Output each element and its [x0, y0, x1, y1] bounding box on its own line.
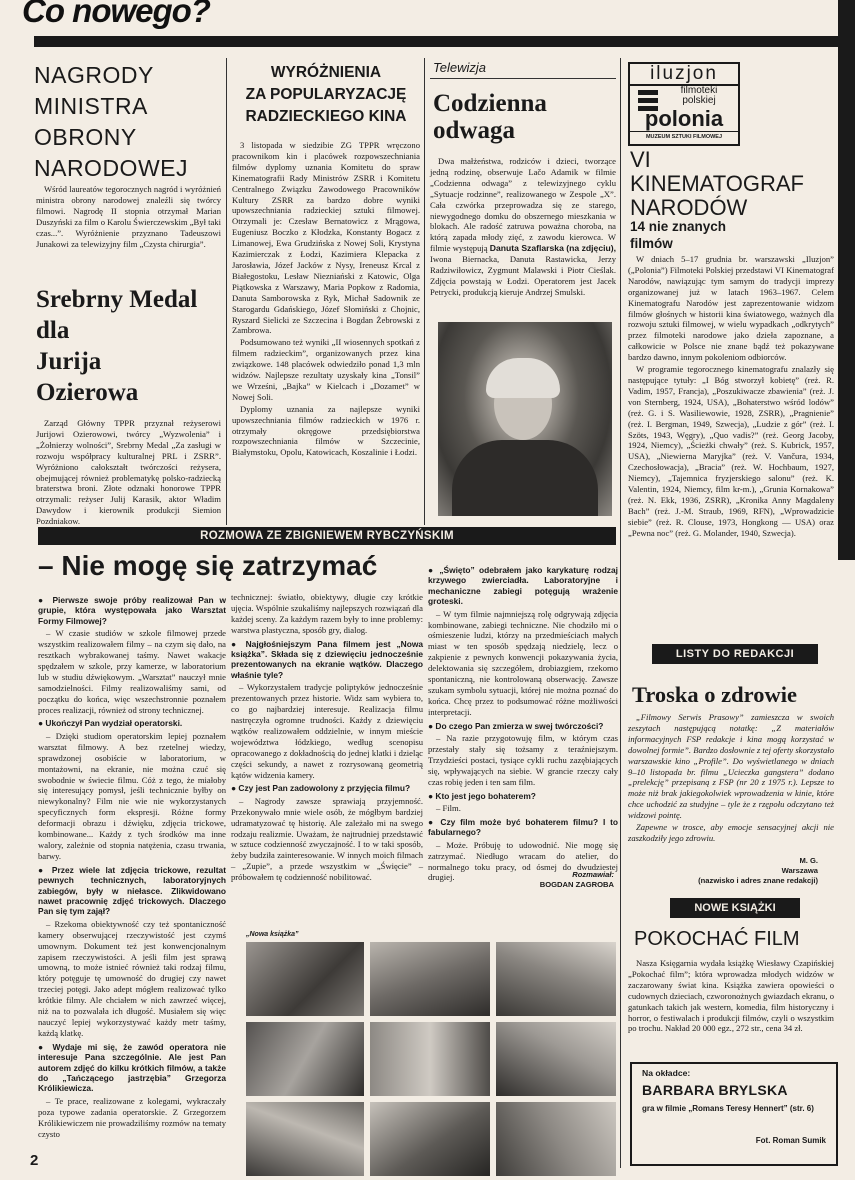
interview-question: ● Najgłośniejszym Pana filmem jest „Nowa książka”. Składa się z dziewięciu jednocześnie prezentowanych na ekranie wątków. Dlaczego właśnie tyle? — [231, 638, 423, 680]
interview-answer: – Na razie przygotowuję film, w którym czas przestały stały się tożsamy z teraźniejszym. Trzydzieści postaci, tysiące cykli ruchu zazębiających się, wpływających na siebie. W grancie rzeczy cały czas robię jeden i ten sam film. — [428, 733, 618, 787]
dash-mark: – — [46, 918, 55, 929]
interview-question: ● Przez wiele lat zdjęcia trickowe, rezultat pewnych technicznych, laboratoryjnych zabiegów, były w niełasce. Zlikwidowano nawet pracownię zdjęć trickowych. Dlaczego Pan się tym zajął? — [38, 864, 226, 917]
heading-line: odwaga — [433, 117, 515, 144]
interview-answer: – W tym filmie najmniejszą rolę odgrywają zdjęcia kombinowane, zabiegi techniczne. Nie chodziło mi o ośmieszenie ludzi, którzy na przedmieściach małych miast w ten sposób spędzają niedzielę, lecz o zakpienie z pewnych konwencji pokazywania życia, delektowania się szczegółem, drobiazgiem, rzekomo spontaniczną, nie kontrolowaną obserwację. Zawsze szukam symbolu sytuacji, której nie można poznać do końca. Chcę przez to podsumować różne możliwości interpretacji. — [428, 608, 618, 717]
heading-line: MINISTRA — [34, 93, 148, 119]
header-rule — [34, 36, 855, 47]
interview-answer: technicznej: światło, obiektywy, długie czy krótkie ujęcia. Wspólnie szukaliśmy najlepszych rozwiązań dla każdej sceny. Za każdym razem były to inne problemy: warstwa plastyczna, sposób gry, dialog. — [231, 592, 423, 635]
interview-answer: – Może. Próbuję to udowodnić. Nie mogę się zatrzymać. Niedługo wracam do atelier, do normalnego toku pracy, od ósmej do dwudziestej drugiej. — [428, 839, 618, 883]
interview-question: ● Kto jest jego bohaterem? — [428, 790, 536, 801]
bullet-icon: ● — [428, 720, 436, 731]
cover-photo-credit: Fot. Roman Sumik — [755, 1136, 826, 1145]
col2-heading — [231, 62, 421, 128]
dash-mark: – — [436, 803, 443, 814]
interview-answer: – Nagrody zawsze sprawiają przyjemność. Przekonywało mnie wiele osób, że mógłbym bardziej udramatyzować tę historię. Ale zależało mi na swego rodzaju realizmie. Uważam, że najtrudniej przedstawić w sztuce codzienność zwyczajność. I to w taki sposób, żeby budziła zainteresowanie. W innych moich filmach – „Zupie”, a przede wszystkim w „Święcie” – próbowałem tę codzienność nobilitować. — [231, 795, 423, 883]
page-header-title: Co nowego? — [22, 0, 210, 29]
film-still — [368, 1100, 492, 1178]
bullet-icon: ● — [38, 718, 46, 729]
interview-col1 — [38, 592, 226, 1140]
film-still — [494, 1020, 618, 1098]
photo-hair — [486, 358, 560, 398]
dash-mark: – — [239, 682, 247, 693]
cover-box — [630, 1062, 838, 1166]
interviewer-signature — [428, 870, 614, 890]
interview-answer: – Wykorzystałem tradycje poliptyków jednocześnie prezentowanych przez historie. Widz sam wybiera to, co go najbardziej interesuje. Realizacja filmu nastręczyła ogromne trudności. Każdy z dziewięciu wątków realizowałem oddzielnie, w innym mieście województwa łódzkiego, według scenopisu opracowanego z dokładnością do jednej klatki i dzieląc części sekundy, a nawet z rozrysowaną geometrią kątów widzenia kamery. — [231, 682, 423, 780]
interview-question: ● Pierwsze swoje próby realizował Pan w grupie, która występowała jako Warsztat Formy Filmowej? — [38, 595, 226, 626]
interview-question: ● Czy jest Pan zadowolony z przyjęcia filmu? — [231, 783, 411, 794]
letter-sig: M. G. — [799, 856, 818, 865]
heading-line: OBRONY — [34, 124, 137, 150]
col-divider — [620, 58, 621, 1168]
books-bar: NOWE KSIĄŻKI — [670, 898, 800, 918]
heading-line: dla — [36, 317, 70, 344]
col4-heading — [630, 148, 835, 220]
col-divider — [424, 58, 425, 525]
cover-desc: gra w filmie „Romans Teresy Hennert” (str. 6) — [642, 1104, 814, 1113]
book-heading: POKOCHAĆ FILM — [634, 928, 800, 950]
dash-mark: – — [46, 730, 56, 741]
interview-answer: – Rzekoma obiektywność czy też spontaniczność kamery obserwującej rzeczywistość jest czymś umownym. Dokument też jest konwencjonalnym zapisem rzeczywistości. A jeśli film jest sprawą umowną, to może istnieć również taki rodzaj filmu, który potęguje tę umowność do drugiej czy nawet trzeciej potęgi. Jako adept mógłem realizować tylko krótkie filmy. Ale chciałem w nich zawrzeć więcej, niż na to pozwalała ich długość. Musiałem się więc nauczyć lepiej wykorzystywać każdy metr taśmy, każdą klatkę. — [38, 918, 226, 1038]
col1-text: Wśród laureatów tegorocznych nagród i wyróżnień ministra obrony narodowej znaleźli się twórcy filmowi. Nagrodę II stopnia otrzymał Marian Duszyński za film o Karolu Świerczewskim „Był taki czas...”. Wyróżnienie przyznano Tadeuszowi Junakowi za telewizyjny film „Czysta chirurgia”. — [36, 184, 221, 249]
interview-answer: – Te prace, realizowane z kolegami, wykraczały poza typowe zadania operatorskie. Z Grzegorzem Królikiewiczem nie prowadziliśmy rozmów na tematy czysto — [38, 1095, 226, 1139]
film-still — [244, 940, 366, 1018]
heading-line: ZA POPULARYZACJĘ — [245, 86, 407, 103]
dash-mark: – — [46, 1095, 55, 1106]
film-stills — [244, 940, 616, 1176]
bullet-icon: ● — [38, 1041, 53, 1052]
logo-iluzjon-text: iluzjon — [630, 64, 738, 86]
interviewer-label: Rozmawiał: — [572, 870, 614, 879]
right-tab — [838, 0, 855, 560]
letter-note: (nazwisko i adres znane redakcji) — [698, 876, 818, 885]
iluzjon-logo — [628, 62, 740, 146]
bullet-icon: ● — [428, 816, 441, 827]
bullet-icon: ● — [428, 790, 436, 801]
letter-city: Warszawa — [781, 866, 818, 875]
heading-line: NAGRODY — [34, 62, 154, 88]
interview-question: ● „Święto” odebrałem jako karykaturę rodzaj krzywego zwierciadła. Laboratoryjne i mechaniczne zabiegi potęgują wrażenie groteski. — [428, 565, 618, 607]
dash-mark: – — [46, 628, 56, 639]
col3-kicker: Telewizja — [433, 60, 486, 75]
interview-answer: – W czasie studiów w szkole filmowej przede wszystkim realizowałem filmy – na czym się dało, na resztkach wybrakowanej taśmy. Nawet wakacje spędzałem w szkole, przy kamerze, w laboratorium lub w studiu dźwiękowym. „Warsztat” nauczył mnie samodzielności. Filmy realizowaliśmy sami, od początku do końca, więc wszechstronnie poznałem proces realizacji, również od strony technicznej. — [38, 628, 226, 715]
cover-name: BARBARA BRYLSKA — [642, 1082, 788, 1098]
interview-question: ● Czy film może być bohaterem filmu? I to fabularnego? — [428, 816, 619, 838]
interview-col3 — [428, 562, 618, 884]
heading-line: WYRÓŻNIENIA — [270, 64, 382, 81]
heading-line: KINEMATOGRAF — [630, 171, 804, 196]
letters-bar: LISTY DO REDAKCJI — [652, 644, 818, 664]
dash-mark: – — [436, 839, 447, 850]
heading-line: RADZIECKIEGO KINA — [245, 108, 407, 125]
page-number: 2 — [30, 1152, 39, 1169]
dash-mark: – — [239, 795, 255, 806]
heading-line: NARODÓW — [630, 195, 748, 220]
col3-text: Dwa małżeństwa, rodziców i dzieci, tworzące jedną rodzinę, obserwuje Lačo Adamik w filmie „Codzienna odwaga” z telewizyjnego cyklu „Sytuacje rodzinne”, realizowanego w Zespole „X”. Cała czwórka przeprowadza się ze starego, niewygodnego domku do obszernego mieszkania w blokach. Ale radość zatruwa poważna choroba, na którą zapada młody zięć, z zawodu kierowca. W filmie występują Danuta Szaflarska (na zdjęciu), Iwona Biernacka, Danuta Rastawicka, Jerzy Radziwiłowicz, Zygmunt Malawski i Piotr Cieślak. Zdjęcia powstają w Łodzi. Operatorem jest Jacek Petrycki, produkcją kieruje Andrzej Smulski. — [430, 156, 616, 297]
logo-polonia-text: polonia — [644, 106, 724, 131]
interview-title: – Nie mogę się zatrzymać — [38, 550, 378, 581]
bullet-icon: ● — [231, 638, 246, 649]
kicker-rule — [430, 78, 616, 79]
heading-line: Codzienna — [433, 90, 547, 117]
bullet-icon: ● — [428, 565, 440, 575]
photo-body — [452, 440, 598, 516]
interviewer-name: BOGDAN ZAGROBA — [539, 880, 614, 889]
logo-sub-line: filmoteki — [680, 85, 718, 96]
col1-medal-text: Zarząd Główny TPPR przyznał reżyserowi Jurijowi Ozierowowi, twórcy „Wyzwolenia” i „Żołnierzy wolności”, Srebrny Medal „Za zasługi w rozwoju współpracy kulturalnej PRL i ZSRR”. Wyróżniono całokształt twórczości reżysera, obejmującej również problematykę polsko-radziecką braterstwa broni. Złote odznaki honorowe TPPR otrzymali: reżyser Julij Karasik, aktor Władim Dawydow i kierownik produkcji Siemion Pozdniakow. — [36, 418, 221, 527]
bullet-icon: ● — [38, 595, 53, 605]
heading-line: 14 nie znanych — [630, 219, 727, 234]
film-still — [494, 940, 618, 1018]
film-still — [368, 940, 492, 1018]
col2-text: 3 listopada w siedzibie ZG TPPR wręczono pracownikom kin i placówek rozpowszechniania filmów dyplomy uznania Komitetu do spraw Kinematografii Rady Ministrów ZSRR i Komitetu Centralnego Związku Zawodowego Pracowników Kultury ZSRR za bardzo dobre wyniki upowszechniania radzieckiej sztuki filmowej. Otrzymali je: Czesław Bernatowicz z Mrągowa, Eugeniusz Boczko z Kłodzka, Konstanty Bogacz z Limanowej, Ewa Grudzińska z Nowej Soli, Krystyna Kazimierczak z Łodzi, Kazimiera Klepacka z Jarosławia, Józef Jacków z Nysy, Ireneusz Krcal z Białegostoku, Lesław Niezniański z Katowic, Olga Piątkowska z Warszawy, Maria Popkow z Radomia, Danuta Samborowska z Ryk, Michał Sadownik ze Starogardu Gdańskiego, Józef Słomiński z Chojnic, Ryszard Sielicki ze Szczecina i Bogdan Żebrowski z Zambrowa. Podsumowano też wyniki „II wiosennych spotkań z filmem radzieckim”, organizowanych przez kina związkowe. 148 placówek odwiedziło ponad 1,3 mln widzów. Najlepsze rezultaty uzyskały kina „Tonsil” we Wrześni, „Bajka” w Kielcach i „Dozamet” w Nowej Soli. Dyplomy uznania za najlepsze wyniki upowszechniania filmów radzieckich w 1976 r. otrzymały okręgowe przedsiębiorstwa rozpowszechniania filmów w Szczecinie, Białymstoku, Opolu, Katowicach, Koszalinie i Łodzi. — [232, 140, 420, 458]
letter-heading: Troska o zdrowie — [632, 682, 798, 707]
heading-line: Srebrny Medal — [36, 286, 198, 313]
actress-photo — [438, 322, 612, 516]
film-still — [244, 1020, 366, 1098]
heading-line: filmów — [630, 236, 673, 251]
heading-line: NARODOWEJ — [34, 155, 188, 181]
letter-signature — [628, 856, 818, 886]
actress-name: Danuta Szaflarska (na zdjęciu), — [489, 243, 616, 254]
logo-museum-text: MUZEUM SZTUKI FILMOWEJ — [630, 131, 738, 140]
col1-heading — [34, 60, 224, 184]
heading-line: Ozierowa — [36, 379, 139, 406]
interview-col2 — [231, 592, 423, 884]
photo-caption: „Nowa książka” — [246, 931, 299, 938]
dash-mark: – — [436, 608, 444, 619]
heading-line: Jurija — [36, 348, 102, 375]
film-still — [368, 1020, 492, 1098]
logo-sub-line: polskiej — [682, 95, 716, 106]
col1-medal-heading — [36, 284, 224, 408]
cover-label: Na okładce: — [642, 1068, 691, 1078]
film-still — [244, 1100, 366, 1178]
heading-line: VI — [630, 147, 651, 172]
interview-question: ● Ukończył Pan wydział operatorski. — [38, 718, 183, 729]
letter-text: „Filmowy Serwis Prasowy” zamieszcza w swoich zeszytach następującą notatkę: „Z materiałów informacyjnych FSP redakcje i kina mogą korzystać w dowolnej formie”. Bardzo dosłownie z tej oferty skorzystało warszawskie kino „Profile”. Do wyświetlanego w dniach 9–10 listopada br. filmu „Ucieczka gangstera” dodano „prelekcję” przepisaną z FSP (nr 20 z 1975 r.). Lepsze to może niż brak jakiegokolwiek wprowadzenia w kinie, które chce uchodzić za studyjne – tyle że z rzępołu odczytano też widzowi pointę. Zapewne w trosce, aby emocje sensacyjnej akcji nie zaszkodziły jego zdrowiu. — [628, 712, 834, 843]
interview-bar: ROZMOWA ZE ZBIGNIEWEM RYBCZYŃSKIM — [38, 527, 616, 545]
book-text: Nasza Księgarnia wydała książkę Wiesławy Czapińskiej „Pokochać film”; która wprowadza młodych widzów w zaczarowany świat kina. Książka zawiera opowieści o cudownych dzieciach, czworonożnych gwiazdach ekranu, o gatunkach takich jak western, komedia, film historyczny i horror, o festiwalach i produkcji filmów, czyli o wszystkim po trochu. Nakład 20 000 egz., 272 str., cena 34 zł. — [628, 958, 834, 1034]
col-divider — [226, 58, 227, 525]
interview-answer: – Dzięki studiom operatorskim lepiej poznałem warsztat filmowy. A bez rzetelnej wiedzy, sprawdzonej osobiście w laboratorium, w montażowni, na ekranie, nie można czuć się swobodnie w świecie filmu. Cóż z tego, że miałoby się interesujący pomysł, jeśli technicznie byłby on niewykonalny? Film nie wie nie wykorzystanych specyficznych form ekspresji. Różne formy deformacji obrazu i dźwięku, zdjęcia trickowe, kombinowane... Każdy z tych środków ma inne walory, zależnie od stopnia natężenia, czasu trwania, barwy. — [38, 730, 226, 861]
col3-heading — [433, 90, 618, 144]
interview-answer: – Film. — [436, 803, 461, 814]
dash-mark: – — [436, 733, 447, 744]
bullet-icon: ● — [38, 864, 52, 875]
bullet-icon: ● — [231, 783, 239, 794]
interview-question: ● Do czego Pan zmierza w swej twórczości? — [428, 720, 604, 731]
film-still — [494, 1100, 618, 1178]
interview-question: ● Wydaje mi się, że zawód operatora nie interesuje Pana szczególnie. Ale jest Pan autorem zdjęć do kilku krótkich filmów, a także do „Tańczącego jastrzębia” Grzegorza Królikiewicza. — [38, 1041, 226, 1094]
col4-subheading — [630, 218, 790, 252]
col4-text: W dniach 5–17 grudnia br. warszawski „Iluzjon” („Polonia”) Filmoteki Polskiej przedstawi VI Kinematograf Narodów, nawiązując tym samym do tradycji imprezy organizowanej już w latach 1963–1967. Celem Kinematografu Narodów jest zaprezentowanie widzom filmów głośnych w historii kina światowego, ważnych dla rozwoju sztuki filmowej, w wielu wypadkach „odkrytych” przez filmoteki narodowe jako dzieła zapoznane, a całkowicie w Polsce nie znane bądź też pokazywane bardzo dawno, innym pokoleniom odbiorców. W programie tegorocznego kinematografu znalazły się następujące tytuły: „I Bóg stworzył kobietę” (reż. R. Vadim, 1957, Francja), „Poszukiwacze zbawienia” (reż. J. von Sternberg, 1924, USA), „Bohaterstwo wśród lodów” (reż. G. i S. Wasiliewowie, 1928, ZSRR), „Pragnienie” (reż. I. Bergman, 1949, Szwecja), „Ludzie z gór” (reż. I. Szöts, 1943, Węgry), „Quo vadis?” (reż. Georg Jacoby, 1924, Niemcy), „Ścieżki chwały” (reż. S. Kubrick, 1957, USA), „Niewierna Maryjka” (reż. V. Vančura, 1934, Czechosłowacja), „Bracia” (reż. W. Hochbaum, 1927, Niemcy), „Tajemnica fryzjerskiego salonu” (reż. K. Valentin, 1924, Niemcy, film kr-m.), „Grunia Kornakowa” (reż. N. Ekk, 1936, ZSRR), „Kronika Anny Magdaleny Bach” (reż. J.-M. Straub, 1969, RFN), „Wprowadzicie siebie” (reż. R. Clouse, 1973, Hongkong — USA) oraz „Pewna noc” (reż. G. Molander, 1940, Szwecja). — [628, 254, 834, 538]
